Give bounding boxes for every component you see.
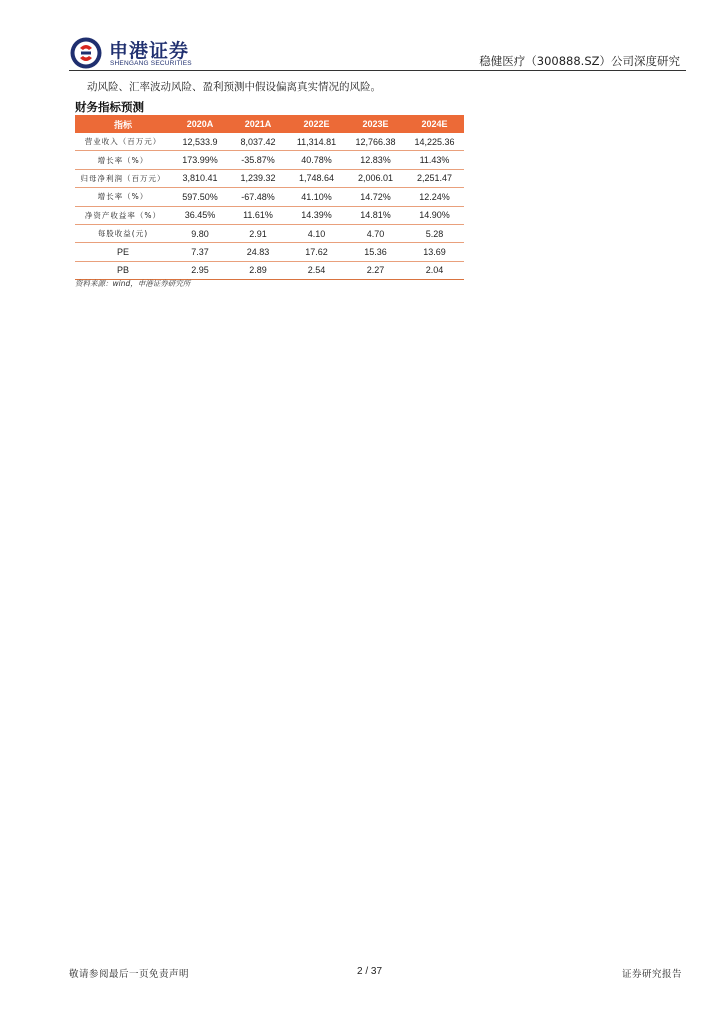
table-cell: 2.27: [346, 261, 405, 279]
header-cell-2021a: 2021A: [229, 115, 287, 133]
logo-chinese-name: 申港证券: [109, 40, 190, 62]
table-cell: 7.37: [171, 243, 229, 261]
row-label: 归母净利润（百万元）: [75, 169, 171, 187]
section-title: 财务指标预测: [75, 100, 144, 114]
table-cell: 3,810.41: [171, 169, 229, 187]
table-cell: 40.78%: [287, 151, 346, 169]
header-cell-2022e: 2022E: [287, 115, 346, 133]
table-cell: 9.80: [171, 224, 229, 242]
row-label: 净资产收益率（%）: [75, 206, 171, 224]
table-cell: 2.54: [287, 261, 346, 279]
table-cell: 2.95: [171, 261, 229, 279]
table-cell: 12,533.9: [171, 133, 229, 151]
document-title: 稳健医疗（300888.SZ）公司深度研究: [479, 54, 680, 68]
table-cell: 5.28: [405, 224, 464, 242]
table-cell: 4.70: [346, 224, 405, 242]
table-cell: 2.89: [229, 261, 287, 279]
table-cell: -67.48%: [229, 188, 287, 206]
shengang-logo-icon: [69, 36, 103, 70]
table-cell: 12,766.38: [346, 133, 405, 151]
header-divider: [69, 70, 686, 71]
table-cell: 4.10: [287, 224, 346, 242]
table-cell: 15.36: [346, 243, 405, 261]
table-cell: 11.61%: [229, 206, 287, 224]
table-row: [75, 151, 464, 169]
table-cell: 17.62: [287, 243, 346, 261]
table-cell: 14.90%: [405, 206, 464, 224]
table-cell: 1,748.64: [287, 169, 346, 187]
row-label: 营业收入（百万元）: [75, 133, 171, 151]
source-note: 资料来源：wind，申港证券研究所: [75, 279, 191, 288]
table-cell: 14.72%: [346, 188, 405, 206]
header-cell-2020a: 2020A: [171, 115, 229, 133]
footer-report-type: 证券研究报告: [621, 969, 682, 980]
header-cell-2023e: 2023E: [346, 115, 405, 133]
table-cell: 14.81%: [346, 206, 405, 224]
table-cell: 2,251.47: [405, 169, 464, 187]
table-row: [75, 133, 464, 151]
table-cell: 13.69: [405, 243, 464, 261]
table-cell: 2.04: [405, 261, 464, 279]
table-cell: 1,239.32: [229, 169, 287, 187]
table-header-row: [75, 115, 464, 133]
table-cell: 173.99%: [171, 151, 229, 169]
table-cell: 597.50%: [171, 188, 229, 206]
table-cell: 2,006.01: [346, 169, 405, 187]
table-row: [75, 169, 464, 187]
table-cell: 14.39%: [287, 206, 346, 224]
table-cell: 12.24%: [405, 188, 464, 206]
table-cell: 11.43%: [405, 151, 464, 169]
table-cell: 14,225.36: [405, 133, 464, 151]
table-row: [75, 224, 464, 242]
header-cell-indicator: 指标: [75, 115, 171, 133]
table-cell: -35.87%: [229, 151, 287, 169]
row-label: PB: [75, 261, 171, 279]
table-cell: 2.91: [229, 224, 287, 242]
logo-english-name: SHENGANG SECURITIES: [110, 60, 192, 67]
row-label: PE: [75, 243, 171, 261]
row-label: 每股收益(元): [75, 224, 171, 242]
table-cell: 12.83%: [346, 151, 405, 169]
row-label: 增长率（%）: [75, 151, 171, 169]
financial-forecast-table: [75, 115, 464, 280]
footer-disclaimer: 敬请参阅最后一页免责声明: [69, 969, 190, 980]
header-cell-2024e: 2024E: [405, 115, 464, 133]
table-cell: 8,037.42: [229, 133, 287, 151]
table-cell: 36.45%: [171, 206, 229, 224]
table-row: [75, 261, 464, 279]
table-cell: 24.83: [229, 243, 287, 261]
row-label: 增长率（%）: [75, 188, 171, 206]
table-row: [75, 188, 464, 206]
risk-paragraph: 动风险、汇率波动风险、盈利预测中假设偏离真实情况的风险。: [87, 81, 381, 93]
table-row: [75, 206, 464, 224]
page-number: 2 / 37: [357, 966, 383, 977]
table-cell: 11,314.81: [287, 133, 346, 151]
company-logo: [69, 36, 199, 72]
table-cell: 41.10%: [287, 188, 346, 206]
table-row: [75, 243, 464, 261]
